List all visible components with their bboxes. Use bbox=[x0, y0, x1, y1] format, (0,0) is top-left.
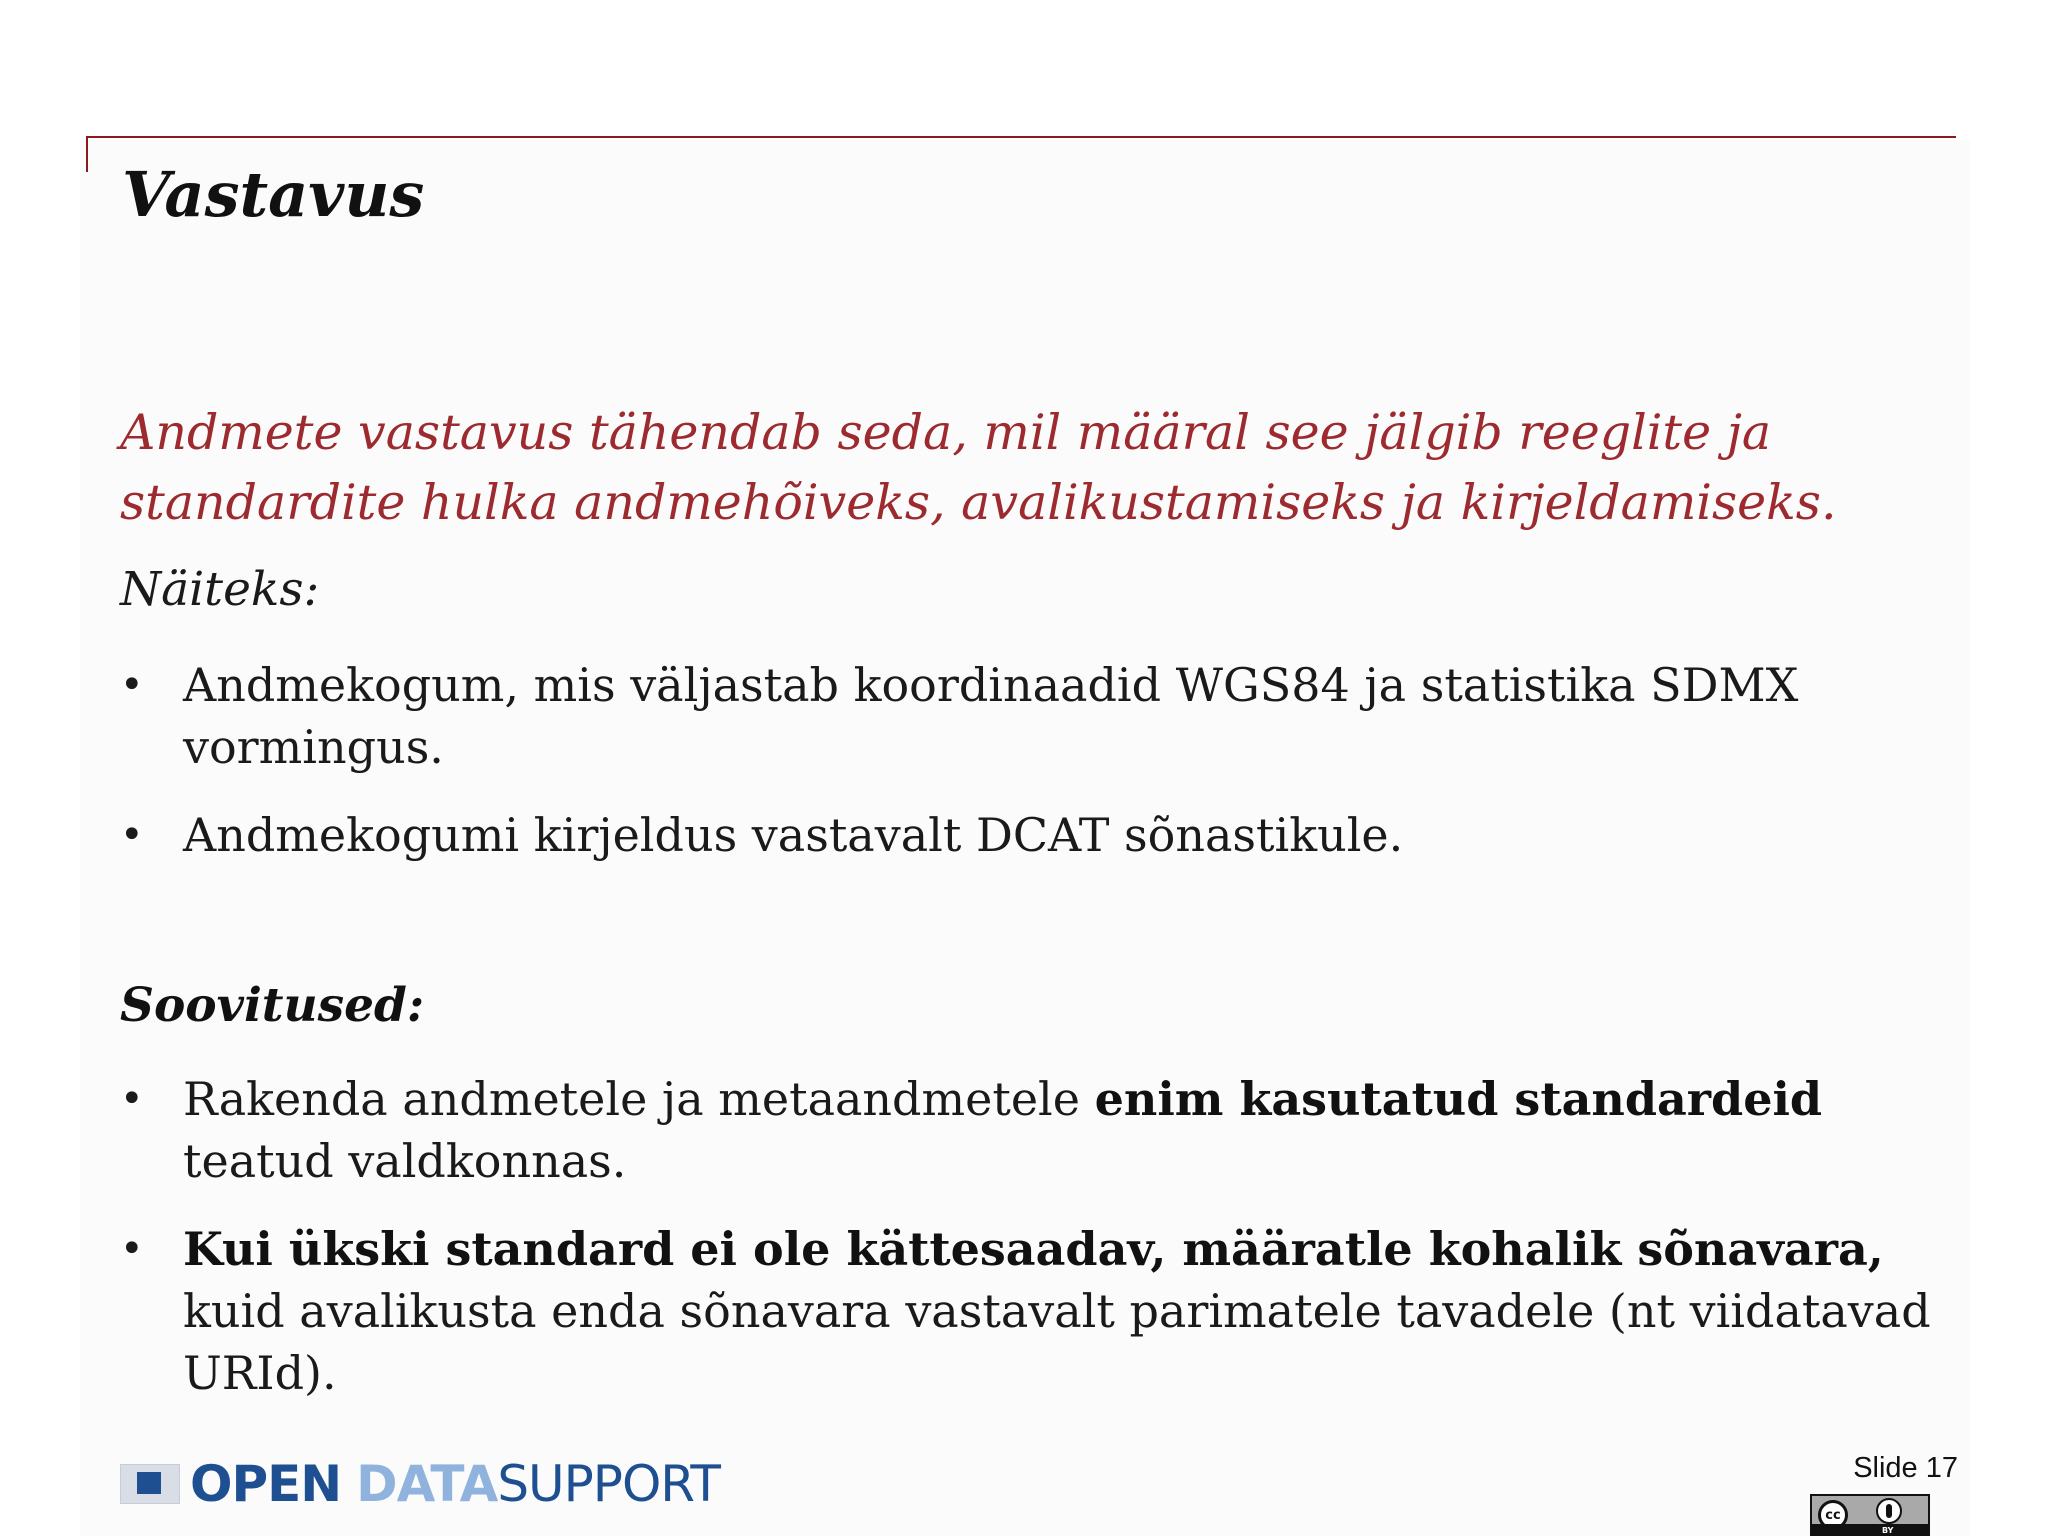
brand-support: SUPPORT bbox=[497, 1455, 720, 1513]
brand-open: OPEN bbox=[190, 1455, 342, 1513]
list-item-text-bold: enim kasutatud standardeid bbox=[1094, 1072, 1823, 1126]
bullet-icon: • bbox=[120, 812, 144, 858]
list-item-text: Andmekogumi kirjeldus vastavalt DCAT sõnastikule. bbox=[183, 808, 1404, 862]
brand-data: DATA bbox=[356, 1455, 498, 1513]
list-item bbox=[120, 804, 1950, 866]
cc-icon: cc bbox=[1818, 1500, 1848, 1530]
open-data-support-logo bbox=[120, 1456, 720, 1512]
list-item bbox=[120, 1218, 1950, 1404]
examples-heading: Näiteks: bbox=[120, 562, 320, 617]
recommendations-list bbox=[120, 1068, 1950, 1430]
attribution-person-icon bbox=[1876, 1498, 1902, 1524]
bullet-icon: • bbox=[120, 662, 144, 708]
slide-number: Slide 17 bbox=[1853, 1452, 1958, 1484]
lead-definition: Andmete vastavus tähendab seda, mil määral see jälgib reeglite ja standardite hulka andmehõiveks, avalikustamiseks ja kirjeldamiseks. bbox=[120, 404, 1837, 531]
list-item-text-pre: Rakenda andmetele ja metaandmetele bbox=[183, 1072, 1095, 1126]
bullet-icon: • bbox=[120, 1226, 144, 1272]
list-item-text-post: kuid avalikusta enda sõnavara vastavalt parimatele tavadele (nt viidatavad URId). bbox=[183, 1284, 1931, 1400]
list-item bbox=[120, 654, 1950, 778]
license-strip bbox=[1812, 1524, 1928, 1534]
top-rule-tick bbox=[86, 136, 88, 172]
list-item-text-bold: Kui ükski standard ei ole kättesaadav, määratle kohalik sõnavara, bbox=[183, 1222, 1884, 1276]
top-rule bbox=[86, 136, 1956, 138]
examples-list bbox=[120, 654, 1950, 892]
eu-flag-icon bbox=[120, 1464, 180, 1504]
list-item-text: Andmekogum, mis väljastab koordinaadid WGS84 ja statistika SDMX vormingus. bbox=[183, 658, 1799, 774]
list-item-text-post: teatud valdkonnas. bbox=[183, 1134, 627, 1188]
list-item bbox=[120, 1068, 1950, 1192]
bullet-icon: • bbox=[120, 1076, 144, 1122]
license-by-label: BY bbox=[1882, 1526, 1894, 1535]
cc-by-icon bbox=[1810, 1494, 1930, 1536]
slide-title: Vastavus bbox=[122, 158, 425, 231]
recommendations-heading: Soovitused: bbox=[120, 978, 425, 1033]
brand-wordmark bbox=[190, 1455, 720, 1513]
